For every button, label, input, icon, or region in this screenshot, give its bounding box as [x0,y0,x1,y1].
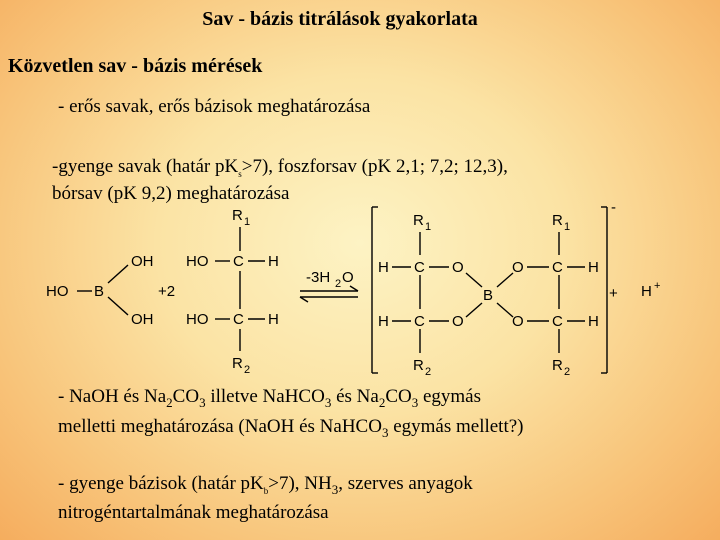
svg-text:OH: OH [131,253,154,270]
svg-text:O: O [452,313,464,330]
svg-text:C: C [552,259,563,276]
svg-text:R: R [232,355,243,372]
svg-text:HO: HO [186,253,209,270]
boric-acid-reaction-scheme [0,195,720,380]
svg-text:2: 2 [425,366,432,378]
svg-text:H: H [378,259,389,276]
svg-text:C: C [552,313,563,330]
svg-text:1: 1 [425,221,432,233]
equilibrium-arrow [300,269,358,302]
plus-sign: + [609,285,618,302]
coefficient-two: +2 [158,283,176,300]
svg-text:C: C [414,259,425,276]
borate-ester-complex [378,212,599,378]
bullet-weak-acids: -gyenge savak (határ $pK_s>7$), foszforsav (pK 2,1; 7,2; 12,3), [52,156,508,179]
bullet-boric-acid: bórsav (pK 9,2) meghatározása [52,183,290,204]
diol-molecule [186,207,279,376]
svg-text:O: O [512,259,524,276]
svg-text:C: C [414,313,425,330]
svg-text:-3H: -3H [306,269,331,286]
svg-text:1: 1 [244,216,251,228]
svg-text:C: C [233,253,244,270]
svg-text:2: 2 [244,364,251,376]
slide-title: Sav - bázis titrálások gyakorlata [202,8,478,30]
svg-text:O: O [452,259,464,276]
bullet-weak-bases: - gyenge bázisok (határ $pK_b>7$), $NH_3$, szerves anyagok [58,473,473,497]
svg-text:H: H [588,313,599,330]
proton-charge: + [654,280,661,292]
svg-text:B: B [94,283,105,300]
svg-text:R: R [552,357,563,374]
svg-text:O: O [512,313,524,330]
bullet-naoh-nahco3: melletti meghatározása (NaOH és NaHCO$_3$ egymás mellett?) [58,416,524,440]
svg-text:OH: OH [131,311,154,328]
svg-text:H: H [268,253,279,270]
bullet-strong-acids-bases: - erős savak, erős bázisok meghatározása [58,96,371,117]
svg-text:B: B [483,287,494,304]
svg-text:HO: HO [186,311,209,328]
svg-text:1: 1 [564,221,571,233]
svg-text:R: R [552,212,563,229]
bullet-naoh-na2co3: - NaOH és $Na_2CO_3$ illetve NaHCO$_3$ és $Na_2CO_3$ egymás [58,386,482,410]
svg-text:H: H [588,259,599,276]
svg-text:R: R [413,357,424,374]
svg-text:R: R [232,207,243,224]
svg-text:2: 2 [564,366,571,378]
svg-text:O: O [342,269,354,286]
bullet-nitrogen-content: nitrogéntartalmának meghatározása [58,502,329,523]
svg-text:H: H [378,313,389,330]
charge-minus: - [611,199,616,216]
proton: H [641,283,652,300]
svg-text:R: R [413,212,424,229]
svg-text:C: C [233,311,244,328]
svg-text:2: 2 [335,278,342,290]
svg-text:H: H [268,311,279,328]
slide-subtitle: Közvetlen sav - bázis mérések [8,55,263,77]
svg-text:HO: HO [46,283,69,300]
boric-acid-molecule [46,253,154,328]
